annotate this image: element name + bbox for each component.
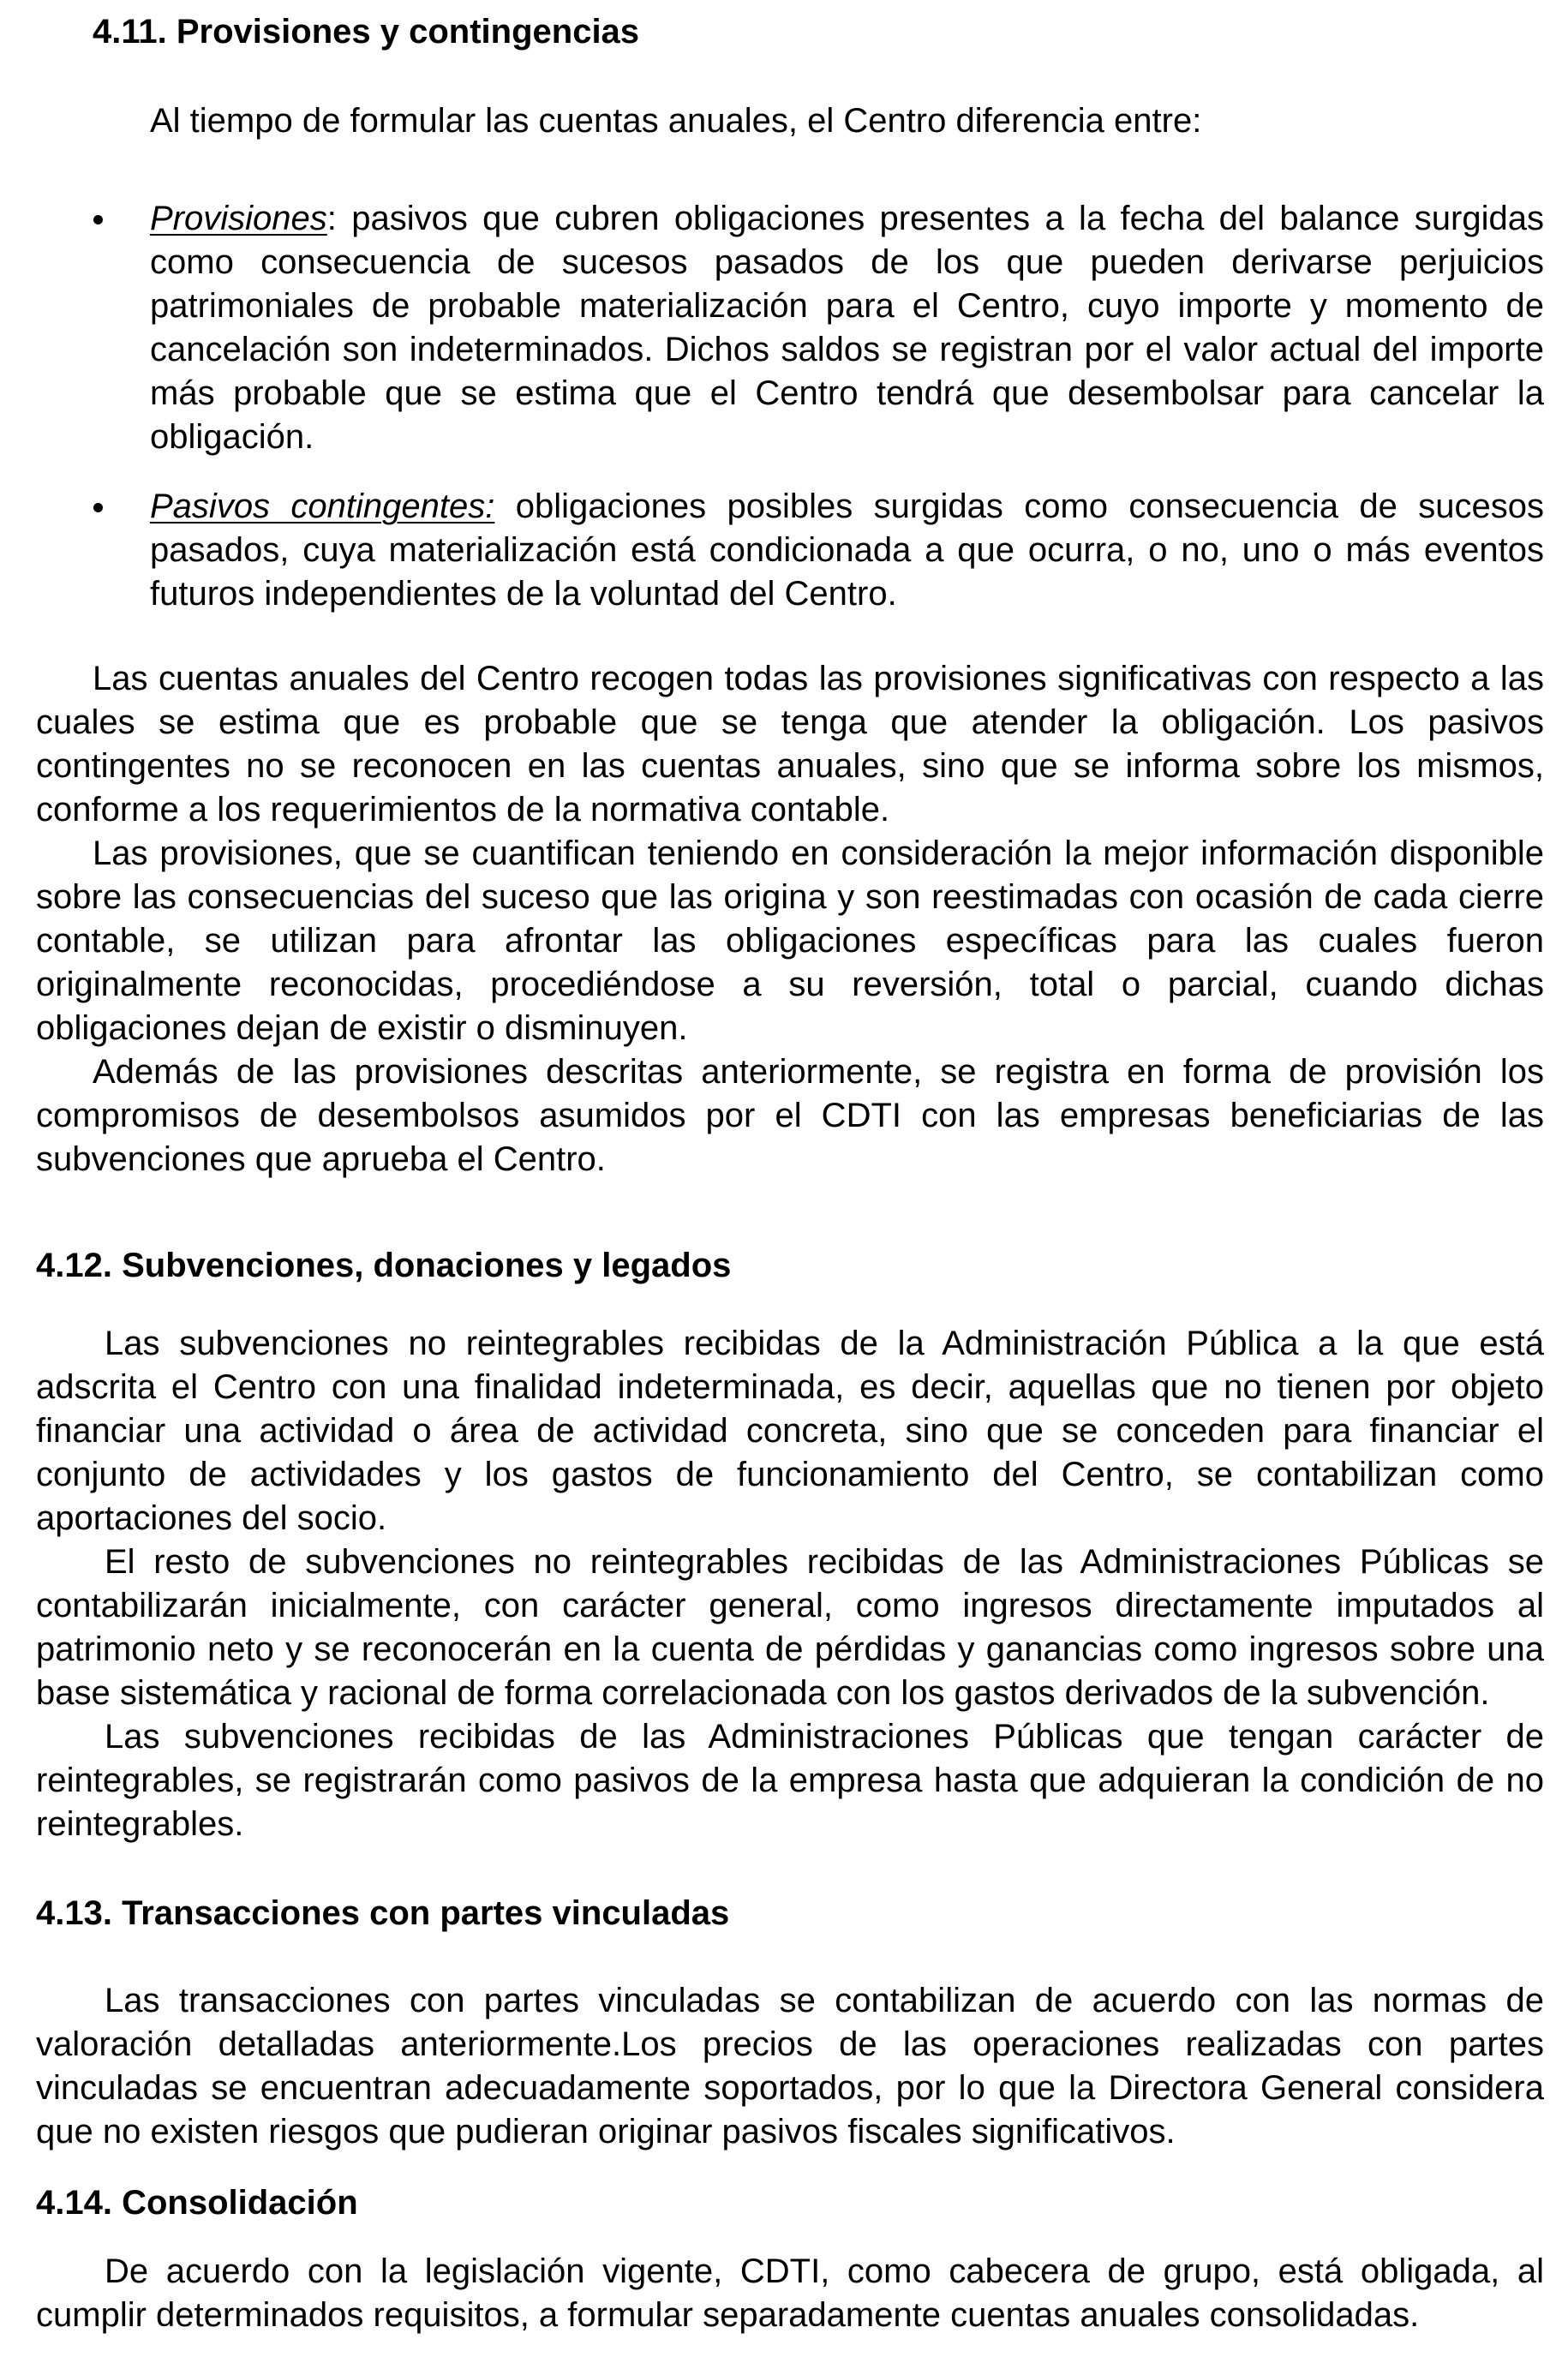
- text-line: patrimoniales de probable materialización para el Centro, cuyo importe y momento de: [150, 287, 1544, 325]
- text-line: El resto de subvenciones no reintegrables recibidas de las Administraciones Públicas se: [105, 1543, 1544, 1581]
- text-line: cancelación son indeterminados. Dichos saldos se registran por el valor actual del importe: [150, 331, 1544, 368]
- text-line: obligación.: [150, 418, 314, 456]
- bullet-text: [150, 197, 1544, 459]
- text-line: Las cuentas anuales del Centro recogen todas las provisiones significativas con respecto a las: [93, 660, 1544, 697]
- text-line: Las subvenciones recibidas de las Administraciones Públicas que tengan carácter de: [105, 1718, 1544, 1756]
- section-heading: 4.14. Consolidación: [36, 2184, 358, 2222]
- text-line: como consecuencia de sucesos pasados de los que pueden derivarse perjuicios: [150, 243, 1544, 281]
- bullet-icon: [93, 215, 103, 224]
- section-heading: 4.13. Transacciones con partes vinculadas: [36, 1894, 730, 1932]
- bullet-term: Provisiones: [150, 200, 327, 237]
- section-body: [36, 1322, 1544, 1846]
- text-line: conjunto de actividades y los gastos de funcionamiento del Centro, se contabilizan como: [36, 1456, 1544, 1493]
- text-line: financiar una actividad o área de actividad concreta, sino que se conceden para financiar el: [36, 1412, 1544, 1450]
- text-line: compromisos de desembolsos asumidos por el CDTI con las empresas beneficiarias de las: [36, 1097, 1544, 1134]
- paragraph: [36, 1322, 1544, 1540]
- text-line: [150, 197, 1544, 241]
- text-line: cuales se estima que es probable que se tenga que atender la obligación. Los pasivos: [36, 703, 1544, 741]
- section-intro: Al tiempo de formular las cuentas anuales, el Centro diferencia entre:: [150, 102, 1202, 140]
- section-body: [36, 1979, 1544, 2154]
- text-line: más probable que se estima que el Centro tendrá que desembolsar para cancelar la: [150, 374, 1544, 412]
- text-line: contable, se utilizan para afrontar las obligaciones específicas para las cuales fueron: [36, 922, 1544, 960]
- text-line: que no existen riesgos que pudieran originar pasivos fiscales significativos.: [36, 2113, 1176, 2151]
- text-line: cumplir determinados requisitos, a formular separadamente cuentas anuales consolidadas.: [36, 2296, 1420, 2334]
- text-line: Las transacciones con partes vinculadas se contabilizan de acuerdo con las normas de: [105, 1982, 1544, 2019]
- text-line: futuros independientes de la voluntad del Centro.: [150, 575, 897, 613]
- text-line: subvenciones que aprueba el Centro.: [36, 1140, 606, 1178]
- paragraph: [36, 1715, 1544, 1846]
- bullet-line-rest: obligaciones posibles surgidas como consecuencia de sucesos: [494, 488, 1544, 525]
- text-line: Las provisiones, que se cuantifican teniendo en consideración la mejor información disponible: [93, 835, 1544, 872]
- text-line: reintegrables.: [36, 1805, 244, 1843]
- text-line: contabilizarán inicialmente, con carácter general, como ingresos directamente imputados al: [36, 1587, 1544, 1624]
- section-heading: 4.11. Provisiones y contingencias: [93, 13, 640, 51]
- paragraph: [36, 2250, 1544, 2337]
- section-body: [36, 657, 1544, 1182]
- paragraph: [36, 1979, 1544, 2154]
- bullet-term: Pasivos contingentes:: [150, 488, 495, 525]
- paragraph: [36, 1050, 1544, 1182]
- section-heading: 4.12. Subvenciones, donaciones y legados: [36, 1247, 732, 1284]
- text-line: adscrita el Centro con una finalidad indeterminada, es decir, aquellas que no tienen por objeto: [36, 1368, 1544, 1406]
- text-line: pasados, cuya materialización está condicionada a que ocurra, o no, uno o más eventos: [150, 531, 1544, 569]
- text-line: obligaciones dejan de existir o disminuyen.: [36, 1009, 688, 1047]
- paragraph: [36, 1540, 1544, 1715]
- bullet-text: [150, 485, 1544, 616]
- text-line: contingentes no se reconocen en las cuentas anuales, sino que se informa sobre los mismos,: [36, 747, 1544, 785]
- text-line: sobre las consecuencias del suceso que las origina y son reestimadas con ocasión de cada cierre: [36, 878, 1544, 916]
- text-line: Las subvenciones no reintegrables recibidas de la Administración Pública a la que está: [105, 1325, 1544, 1362]
- text-line: conforme a los requerimientos de la normativa contable.: [36, 791, 890, 829]
- text-line: reintegrables, se registrarán como pasivos de la empresa hasta que adquieran la condición de no: [36, 1762, 1544, 1799]
- bullet-icon: [93, 503, 103, 512]
- text-line: vinculadas se encuentran adecuadamente soportados, por lo que la Directora General considera: [36, 2069, 1544, 2107]
- text-line: De acuerdo con la legislación vigente, CDTI, como cabecera de grupo, está obligada, al: [105, 2252, 1544, 2290]
- text-line: patrimonio neto y se reconocerán en la cuenta de pérdidas y ganancias como ingresos sobre una: [36, 1630, 1544, 1668]
- section-body: [36, 2250, 1544, 2337]
- bullet-line-rest: : pasivos que cubren obligaciones presentes a la fecha del balance surgidas: [326, 200, 1544, 237]
- text-line: originalmente reconocidas, procediéndose a su reversión, total o parcial, cuando dichas: [36, 966, 1544, 1003]
- paragraph: [36, 832, 1544, 1050]
- text-line: aportaciones del socio.: [36, 1499, 387, 1537]
- text-line: Además de las provisiones descritas anteriormente, se registra en forma de provisión los: [93, 1053, 1544, 1091]
- text-line: base sistemática y racional de forma correlacionada con los gastos derivados de la subvención.: [36, 1674, 1490, 1712]
- paragraph: [36, 657, 1544, 832]
- text-line: [150, 485, 1544, 529]
- text-line: valoración detalladas anteriormente.Los precios de las operaciones realizadas con partes: [36, 2025, 1544, 2063]
